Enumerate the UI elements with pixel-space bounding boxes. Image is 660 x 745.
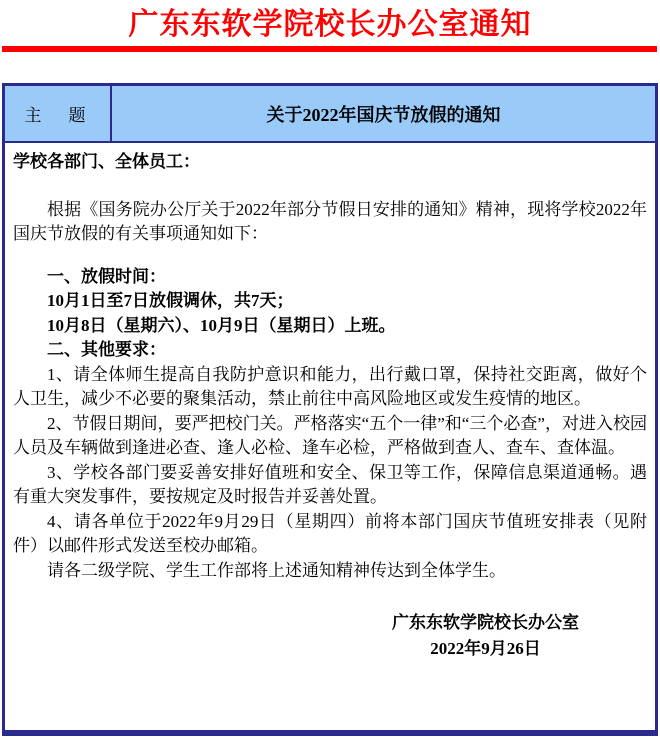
notice-table bbox=[2, 83, 658, 736]
notice-body bbox=[5, 143, 655, 728]
subject-title-cell bbox=[112, 86, 655, 141]
body-paragraph: 2、节假日期间，要严把校门关。严格落实“五个一律”和“三个必查”，对进入校园人员及车辆做到逢进必查、逢人必检、逢车必检，严格做到查人、查车、查体温。 bbox=[13, 413, 647, 457]
signature-date: 2022年9月26日 bbox=[430, 639, 541, 658]
signature-block bbox=[392, 610, 579, 662]
body-paragraph: 请各二级学院、学生工作部将上述通知精神传达到全体学生。 bbox=[47, 560, 506, 580]
body-paragraph: 10月1日至7日放假调休，共7天； bbox=[47, 291, 294, 310]
body-paragraph: 一、放假时间： bbox=[47, 266, 166, 286]
subject-label-cell bbox=[5, 86, 112, 141]
body-paragraph: 3、学校各部门要妥善安排好值班和安全、保卫等工作，保障信息渠道通畅。遇有重大突发事件，要按规定及时报告并妥善处置。 bbox=[13, 462, 647, 506]
body-paragraph: 学校各部门、全体员工： bbox=[13, 152, 200, 171]
page-title: 广东东软学院校长办公室通知 bbox=[128, 8, 532, 41]
body-paragraph: 10月8日（星期六）、10月9日（星期日）上班。 bbox=[47, 315, 396, 335]
subject-header-row bbox=[5, 86, 655, 143]
signature-org: 广东东软学院校长办公室 bbox=[392, 613, 579, 632]
subject-title: 关于2022年国庆节放假的通知 bbox=[266, 104, 501, 125]
subject-label: 主 题 bbox=[24, 106, 91, 125]
body-paragraph: 1、请全体师生提高自我防护意识和能力，出行戴口罩，保持社交距离，做好个人卫生，减少不必要的聚集活动，禁止前往中高风险地区或发生疫情的地区。 bbox=[13, 364, 647, 408]
body-paragraph: 二、其他要求： bbox=[47, 340, 166, 359]
body-paragraph: 4、请各单位于2022年9月29日（星期四）前将本部门国庆节值班安排表（见附件）以邮件形式发送至校办邮箱。 bbox=[13, 511, 647, 555]
body-paragraph: 根据《国务院办公厅关于2022年部分节假日安排的通知》精神，现将学校2022年国庆节放假的有关事项通知如下： bbox=[13, 199, 647, 243]
red-divider bbox=[2, 46, 657, 52]
